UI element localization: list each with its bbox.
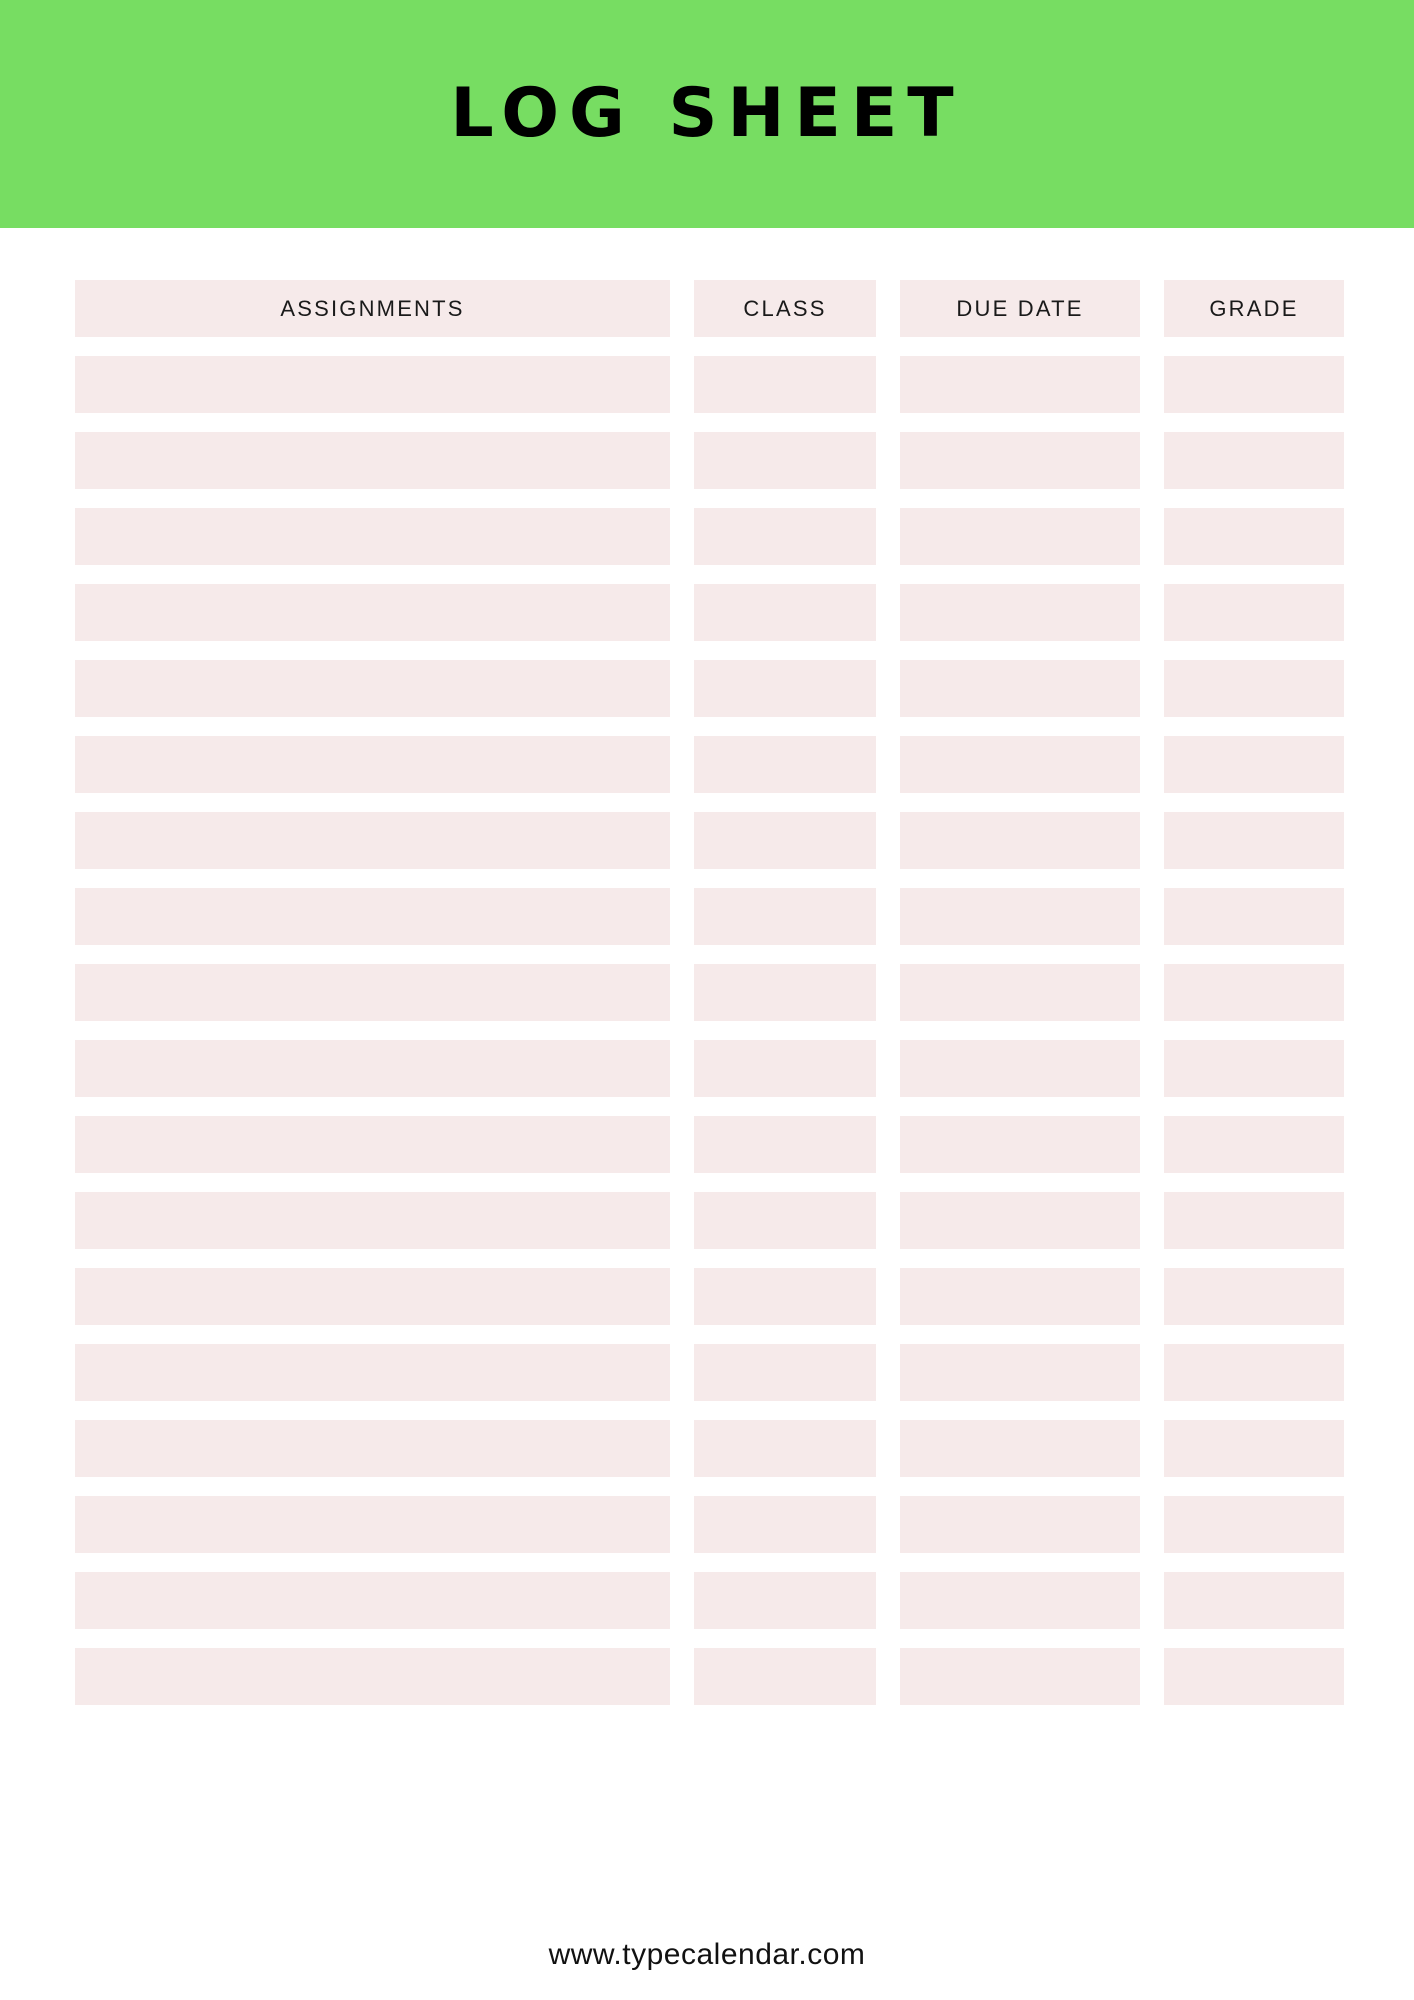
- column-header-grade: [1164, 280, 1344, 337]
- cell-due_date[interactable]: [900, 736, 1140, 793]
- cell-assignments[interactable]: [75, 356, 670, 413]
- table-row: [75, 584, 1339, 641]
- cell-class[interactable]: [694, 1116, 876, 1173]
- cell-grade[interactable]: [1164, 812, 1344, 869]
- table-row: [75, 1192, 1339, 1249]
- column-header-assignments: [75, 280, 670, 337]
- table-row: [75, 1572, 1339, 1629]
- cell-due_date[interactable]: [900, 1116, 1140, 1173]
- page-title: LOG SHEET: [450, 74, 964, 153]
- table-row: [75, 812, 1339, 869]
- cell-grade[interactable]: [1164, 1268, 1344, 1325]
- cell-assignments[interactable]: [75, 1420, 670, 1477]
- cell-due_date[interactable]: [900, 1268, 1140, 1325]
- cell-class[interactable]: [694, 888, 876, 945]
- cell-due_date[interactable]: [900, 508, 1140, 565]
- table-row: [75, 736, 1339, 793]
- table-header-row: [75, 280, 1339, 337]
- cell-class[interactable]: [694, 812, 876, 869]
- cell-class[interactable]: [694, 584, 876, 641]
- cell-assignments[interactable]: [75, 1192, 670, 1249]
- table-row: [75, 1496, 1339, 1553]
- column-header-label: GRADE: [1209, 295, 1299, 321]
- cell-grade[interactable]: [1164, 1344, 1344, 1401]
- cell-grade[interactable]: [1164, 1192, 1344, 1249]
- cell-class[interactable]: [694, 356, 876, 413]
- cell-assignments[interactable]: [75, 1344, 670, 1401]
- cell-assignments[interactable]: [75, 1648, 670, 1705]
- table-row: [75, 1648, 1339, 1705]
- cell-assignments[interactable]: [75, 660, 670, 717]
- cell-assignments[interactable]: [75, 1040, 670, 1097]
- cell-grade[interactable]: [1164, 1648, 1344, 1705]
- cell-grade[interactable]: [1164, 964, 1344, 1021]
- cell-due_date[interactable]: [900, 660, 1140, 717]
- table-row: [75, 432, 1339, 489]
- cell-assignments[interactable]: [75, 964, 670, 1021]
- cell-due_date[interactable]: [900, 964, 1140, 1021]
- cell-due_date[interactable]: [900, 1420, 1140, 1477]
- cell-assignments[interactable]: [75, 736, 670, 793]
- log-table: [75, 280, 1339, 1705]
- cell-grade[interactable]: [1164, 1040, 1344, 1097]
- table-row: [75, 888, 1339, 945]
- cell-due_date[interactable]: [900, 1192, 1140, 1249]
- footer-website: www.typecalendar.com: [548, 1938, 866, 1971]
- cell-due_date[interactable]: [900, 1648, 1140, 1705]
- table-rows: [75, 356, 1339, 1705]
- cell-due_date[interactable]: [900, 812, 1140, 869]
- cell-due_date[interactable]: [900, 356, 1140, 413]
- cell-grade[interactable]: [1164, 1572, 1344, 1629]
- table-row: [75, 1344, 1339, 1401]
- cell-assignments[interactable]: [75, 432, 670, 489]
- cell-class[interactable]: [694, 508, 876, 565]
- cell-grade[interactable]: [1164, 508, 1344, 565]
- cell-due_date[interactable]: [900, 1496, 1140, 1553]
- cell-class[interactable]: [694, 1572, 876, 1629]
- cell-grade[interactable]: [1164, 1116, 1344, 1173]
- sheet-body: [0, 280, 1414, 1705]
- cell-due_date[interactable]: [900, 1040, 1140, 1097]
- cell-class[interactable]: [694, 1192, 876, 1249]
- table-row: [75, 1268, 1339, 1325]
- cell-due_date[interactable]: [900, 1344, 1140, 1401]
- cell-due_date[interactable]: [900, 584, 1140, 641]
- table-row: [75, 1420, 1339, 1477]
- cell-due_date[interactable]: [900, 888, 1140, 945]
- column-header-label: CLASS: [743, 295, 827, 321]
- table-row: [75, 356, 1339, 413]
- cell-class[interactable]: [694, 1344, 876, 1401]
- table-row: [75, 1040, 1339, 1097]
- cell-grade[interactable]: [1164, 660, 1344, 717]
- table-row: [75, 964, 1339, 1021]
- cell-assignments[interactable]: [75, 888, 670, 945]
- table-row: [75, 508, 1339, 565]
- column-header-class: [694, 280, 876, 337]
- cell-grade[interactable]: [1164, 356, 1344, 413]
- cell-grade[interactable]: [1164, 736, 1344, 793]
- cell-class[interactable]: [694, 1496, 876, 1553]
- cell-grade[interactable]: [1164, 584, 1344, 641]
- cell-class[interactable]: [694, 1268, 876, 1325]
- cell-grade[interactable]: [1164, 1496, 1344, 1553]
- footer: [0, 1938, 1414, 1972]
- cell-due_date[interactable]: [900, 1572, 1140, 1629]
- cell-grade[interactable]: [1164, 432, 1344, 489]
- table-row: [75, 1116, 1339, 1173]
- cell-assignments[interactable]: [75, 1572, 670, 1629]
- cell-class[interactable]: [694, 736, 876, 793]
- cell-due_date[interactable]: [900, 432, 1140, 489]
- column-header-label: ASSIGNMENTS: [280, 295, 465, 321]
- cell-class[interactable]: [694, 1420, 876, 1477]
- cell-grade[interactable]: [1164, 888, 1344, 945]
- cell-assignments[interactable]: [75, 1268, 670, 1325]
- column-header-label: DUE DATE: [956, 295, 1084, 321]
- cell-class[interactable]: [694, 1040, 876, 1097]
- cell-assignments[interactable]: [75, 812, 670, 869]
- cell-grade[interactable]: [1164, 1420, 1344, 1477]
- cell-assignments[interactable]: [75, 1116, 670, 1173]
- page-header-band: [0, 0, 1414, 228]
- cell-class[interactable]: [694, 1648, 876, 1705]
- cell-class[interactable]: [694, 432, 876, 489]
- cell-assignments[interactable]: [75, 584, 670, 641]
- cell-assignments[interactable]: [75, 1496, 670, 1553]
- cell-class[interactable]: [694, 660, 876, 717]
- column-header-due-date: [900, 280, 1140, 337]
- table-row: [75, 660, 1339, 717]
- cell-class[interactable]: [694, 964, 876, 1021]
- cell-assignments[interactable]: [75, 508, 670, 565]
